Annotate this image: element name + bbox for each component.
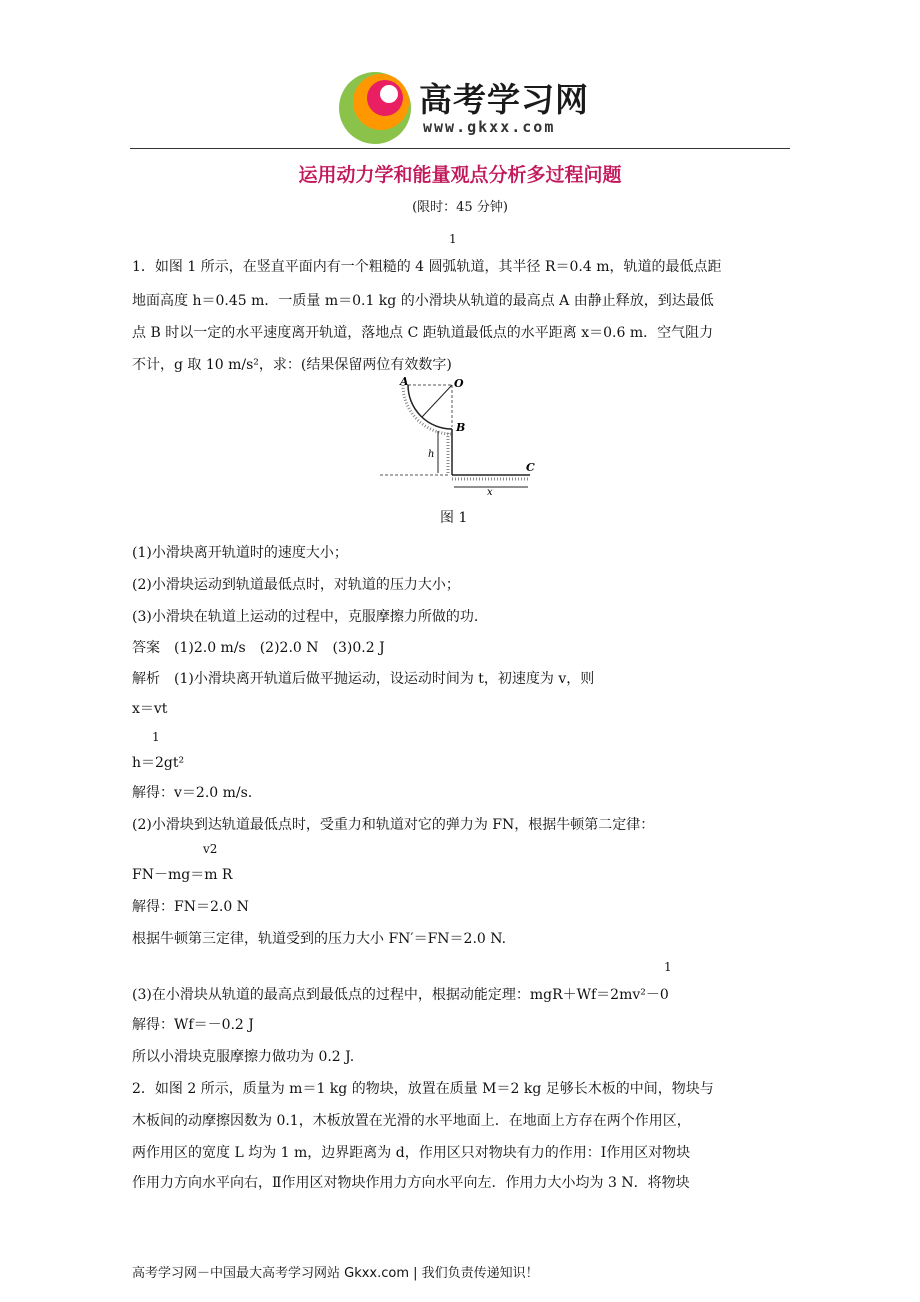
q1-line-4: 不计，g 取 10 m/s²，求：(结果保留两位有效数字) [132, 357, 452, 373]
figure-1-caption: 图 1 [440, 510, 468, 526]
label-x: x [487, 487, 493, 498]
q1-analysis-8: 根据牛顿第三定律，轨道受到的压力大小 FN′＝FN＝2.0 N. [132, 931, 507, 947]
time-limit: (限时：45 分钟) [412, 200, 508, 215]
logo-name: 高考学习网 [419, 80, 589, 119]
fraction-half-2: 1 [664, 960, 672, 974]
page-title: 运用动力学和能量观点分析多过程问题 [298, 164, 622, 186]
q1-analysis-2: x＝vt [132, 701, 168, 717]
q1-analysis-11: 所以小滑块克服摩擦力做功为 0.2 J. [132, 1049, 355, 1065]
q1-answer: 答案 (1)2.0 m/s (2)2.0 N (3)0.2 J [132, 640, 385, 656]
q1-analysis-4: 解得：v＝2.0 m/s. [132, 785, 253, 801]
label-a: A [400, 375, 409, 388]
page-footer: 高考学习网－中国最大高考学习网站 Gkxx.com | 我们负责传递知识！ [132, 1266, 539, 1281]
logo-emblem-icon [335, 68, 415, 148]
q1-sub-3: (3)小滑块在轨道上运动的过程中，克服摩擦力所做的功. [132, 609, 479, 625]
q1-analysis-9: (3)在小滑块从轨道的最高点到最低点的过程中，根据动能定理：mgR＋Wf＝2mv²－0 [132, 987, 669, 1003]
label-c: C [526, 461, 535, 474]
q1-line-1: 1．如图 1 所示，在竖直平面内有一个粗糙的 4 圆弧轨道，其半径 R＝0.4 m，轨道的最低点距 [132, 259, 722, 275]
figure-1-diagram [370, 375, 550, 500]
q2-line-3: 两作用区的宽度 L 均为 1 m，边界距离为 d，作用区只对物块有力的作用：Ⅰ作用区对物块 [132, 1145, 691, 1161]
q1-analysis-6: FN－mg＝m R [132, 867, 233, 883]
q1-analysis-1: 解析 (1)小滑块离开轨道后做平抛运动，设运动时间为 t，初速度为 v，则 [132, 671, 595, 687]
q1-sub-1: (1)小滑块离开轨道时的速度大小； [132, 545, 348, 561]
fraction-v2: v2 [203, 842, 218, 856]
q1-analysis-10: 解得：Wf＝－0.2 J [132, 1017, 254, 1033]
logo-url: www.gkxx.com [423, 118, 556, 136]
q2-line-4: 作用力方向水平向右，Ⅱ作用区对物块作用力方向水平向左．作用力大小均为 3 N．将物块 [132, 1175, 690, 1191]
q1-analysis-7: 解得：FN＝2.0 N [132, 899, 249, 915]
q1-line-3: 点 B 时以一定的水平速度离开轨道，落地点 C 距轨道最低点的水平距离 x＝0.6 m．空气阻力 [132, 325, 714, 341]
label-o: O [454, 377, 464, 390]
fraction-numerator: 1 [449, 232, 457, 246]
q1-analysis-5: (2)小滑块到达轨道最低点时，受重力和轨道对它的弹力为 FN，根据牛顿第二定律： [132, 817, 655, 833]
q2-line-2: 木板间的动摩擦因数为 0.1，木板放置在光滑的水平地面上．在地面上方存在两个作用区， [132, 1113, 691, 1129]
q1-analysis-3: h＝2gt² [132, 755, 185, 771]
site-logo [335, 68, 600, 148]
label-h: h [428, 449, 435, 460]
fraction-half-1: 1 [152, 730, 160, 744]
q1-sub-2: (2)小滑块运动到轨道最低点时，对轨道的压力大小； [132, 577, 460, 593]
q2-line-1: 2．如图 2 所示，质量为 m＝1 kg 的物块，放置在质量 M＝2 kg 足够长木板的中间，物块与 [132, 1081, 714, 1097]
q1-line-2: 地面高度 h＝0.45 m．一质量 m＝0.1 kg 的小滑块从轨道的最高点 A 由静止释放，到达最低 [132, 293, 714, 309]
header-divider [130, 148, 790, 149]
label-b: B [456, 421, 466, 434]
